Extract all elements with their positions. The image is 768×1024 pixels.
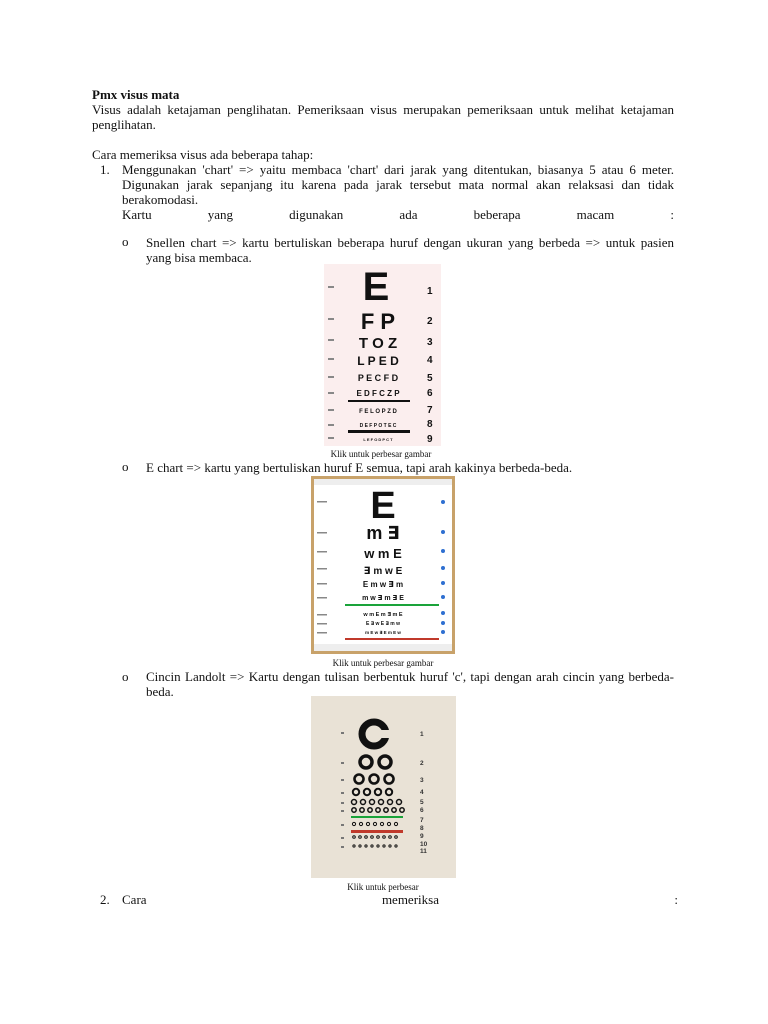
bullet-snellen-line-2: yang bisa membaca. (146, 250, 252, 265)
landolt-row-number: 3 (420, 777, 424, 784)
landolt-chart-svg (311, 696, 456, 878)
snellen-caption[interactable]: Klik untuk perbesar gambar (330, 449, 432, 459)
word: yang (207, 207, 234, 222)
word: beberapa (473, 207, 521, 222)
bullet-marker: o (122, 234, 129, 249)
word: : (674, 892, 678, 907)
landolt-row-number: 10 (420, 841, 428, 848)
echart-row: ∃ m w E (363, 566, 403, 577)
snellen-row: F P (360, 309, 396, 334)
word: macam (576, 207, 615, 222)
echart-row: w m E m ∃ m E (363, 612, 403, 618)
snellen-row: L E F O D P C T (363, 437, 393, 442)
snellen-row-number: 7 (427, 405, 433, 416)
page-title: Pmx visus mata (92, 87, 180, 102)
bullet-landolt-line-2: beda. (146, 684, 174, 699)
bullet-snellen-line-1: Snellen chart => kartu bertuliskan beberapa huruf dengan ukuran yang berbeda => untuk pasien (146, 235, 674, 250)
word: : (670, 207, 674, 222)
snellen-row: F E L O P Z D (359, 409, 397, 415)
step-2-line (122, 892, 678, 907)
step-1-line-3: berakomodasi. (122, 192, 199, 207)
snellen-row-number: 8 (427, 419, 433, 430)
echart-row: E (370, 485, 396, 527)
landolt-row-number: 6 (420, 807, 424, 814)
echart-row: m E w ∃ E m E w (365, 630, 401, 635)
landolt-row-number: 9 (420, 833, 424, 840)
step-1-number: 1. (100, 162, 110, 177)
word: Cara (122, 892, 147, 907)
intro-line-2: penglihatan. (92, 117, 156, 132)
snellen-row-number: 6 (427, 388, 433, 399)
landolt-row-number: 11 (420, 848, 427, 855)
snellen-row-number: 3 (427, 337, 433, 348)
snellen-row: P E C F D (357, 373, 399, 383)
landolt-row-number: 8 (420, 825, 424, 832)
echart-row: E m w ∃ m (362, 580, 404, 589)
landolt-row-number: 7 (420, 817, 424, 824)
snellen-row: E D F C Z P (356, 389, 400, 398)
snellen-row: T O Z (358, 335, 398, 352)
bullet-marker: o (122, 459, 129, 474)
landolt-row-number: 5 (420, 799, 424, 806)
landolt-row-number: 2 (420, 760, 424, 767)
echart-image[interactable] (311, 476, 455, 654)
snellen-row-number: 5 (427, 373, 433, 384)
echart-row: w m E (364, 546, 402, 561)
landolt-chart-image[interactable] (311, 696, 456, 878)
echart-row: m w ∃ m ∃ E (362, 595, 404, 602)
snellen-row: D E F P O T E C (359, 423, 397, 429)
echart-caption[interactable]: Klik untuk perbesar gambar (332, 658, 434, 668)
step-1-line-1: Menggunakan 'chart' => yaitu membaca 'chart' dari jarak yang ditentukan, biasanya 5 atau 6 meter. (122, 162, 674, 177)
steps-heading: Cara memeriksa visus ada beberapa tahap: (92, 147, 314, 162)
snellen-row-number: 4 (427, 355, 433, 366)
snellen-row-number: 2 (427, 316, 433, 327)
snellen-chart-svg (324, 264, 441, 446)
word: Kartu (122, 207, 152, 222)
snellen-chart-image[interactable] (324, 264, 441, 446)
landolt-caption[interactable]: Klik untuk perbesar (347, 882, 419, 892)
echart-row: m ∃ (366, 523, 400, 543)
bullet-echart-line-1: E chart => kartu yang bertuliskan huruf E semua, tapi arah kakinya berbeda-beda. (146, 460, 573, 475)
step-1-line-2: Digunakan jarak sepanjang itu karena pada jarak tersebut mata normal akan relaksasi dan tidak (122, 177, 674, 192)
snellen-row-number: 1 (427, 286, 433, 297)
echart-svg (311, 476, 455, 654)
snellen-row: L P E D (357, 354, 399, 368)
word: ada (399, 207, 418, 222)
bullet-landolt-line-1: Cincin Landolt => Kartu dengan tulisan berbentuk huruf 'c', tapi dengan arah cincin yang berbeda- (146, 669, 674, 684)
intro-line-1: Visus adalah ketajaman penglihatan. Pemeriksaan visus merupakan pemeriksaan untuk melihat ketajaman (92, 102, 674, 117)
step-2-number: 2. (100, 892, 110, 907)
bullet-marker: o (122, 669, 129, 684)
step-1-cards-line (122, 207, 674, 222)
snellen-row: E (362, 265, 390, 309)
echart-row: E ∃ w E ∃ m w (365, 621, 401, 627)
snellen-row-number: 9 (427, 434, 433, 445)
word: memeriksa (381, 892, 439, 907)
word: digunakan (289, 207, 344, 222)
landolt-row-number: 1 (420, 731, 424, 738)
landolt-row-number: 4 (420, 789, 424, 796)
